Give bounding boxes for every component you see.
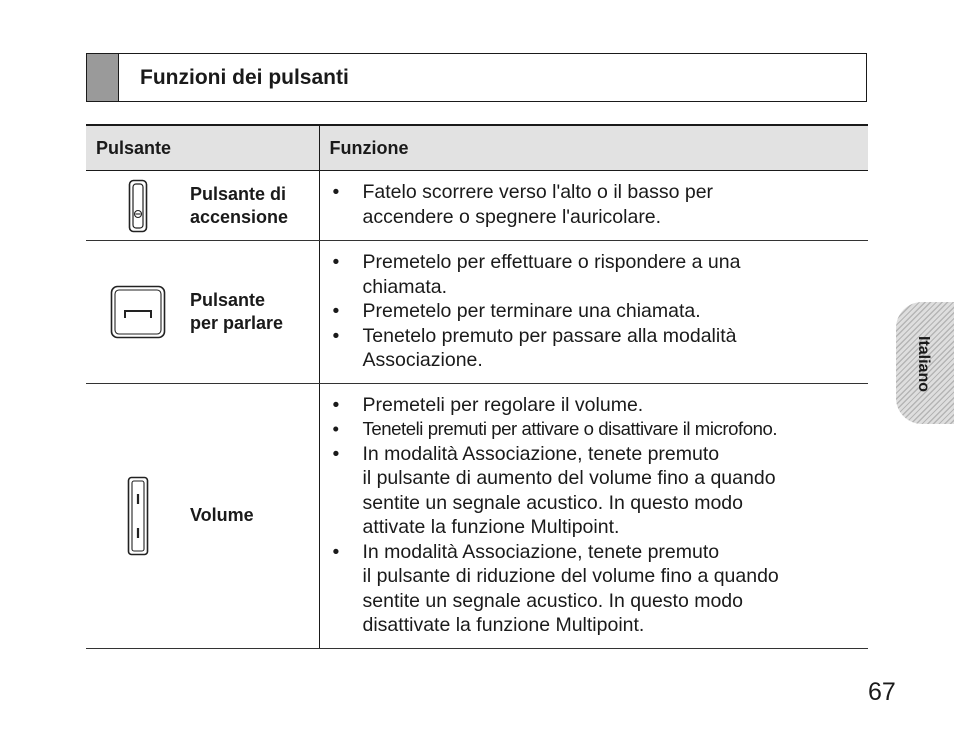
section-title: Funzioni dei pulsanti: [140, 66, 349, 89]
function-cell-talk: [319, 241, 868, 384]
talk-button-icon: [110, 285, 166, 339]
button-cell-power: [86, 171, 319, 241]
language-label: Italiano: [915, 335, 932, 393]
header-function: Funzione: [319, 125, 868, 171]
table-row-volume: [86, 383, 868, 648]
function-list: [320, 171, 869, 239]
button-name-talk: Pulsante per parlare: [190, 289, 284, 333]
page-number: 67: [868, 678, 896, 706]
button-name-volume: Volume: [190, 505, 254, 525]
function-list: [320, 384, 869, 648]
language-side-tab: [896, 302, 954, 424]
section-title-box: [86, 53, 867, 102]
table-header-row: [86, 125, 868, 171]
volume-rocker-icon: [127, 476, 149, 556]
function-cell-power: [319, 171, 868, 241]
function-item: • Premeteli per regolare il volume.: [330, 393, 863, 418]
function-item: • Fatelo scorrere verso l'alto o il basso per accendere o spegnere l'auricolare.: [330, 180, 863, 229]
function-item: • Premetelo per terminare una chiamata.: [330, 299, 863, 324]
title-accent-bar: [87, 54, 119, 101]
button-name-power: Pulsante di accensione: [190, 183, 289, 227]
function-item: • Teneteli premuti per attivare o disattivare il microfono.: [330, 417, 863, 442]
function-cell-volume: [319, 383, 868, 648]
table-row-talk: [86, 241, 868, 384]
function-item: • In modalità Associazione, tenete premuto il pulsante di riduzione del volume fino a quando sentite un segnale acustico. In questo modo disattivate la funzione Multipoint.: [330, 540, 863, 638]
function-item: • In modalità Associazione, tenete premuto il pulsante di aumento del volume fino a quando sentite un segnale acustico. In questo modo attivate la funzione Multipoint.: [330, 442, 863, 540]
button-cell-talk: [86, 241, 319, 384]
function-item: • Premetelo per effettuare o rispondere a una chiamata.: [330, 250, 863, 299]
function-item: • Tenetelo premuto per passare alla modalità Associazione.: [330, 324, 863, 373]
button-cell-volume: [86, 383, 319, 648]
function-list: [320, 241, 869, 383]
header-button: Pulsante: [86, 125, 319, 171]
button-functions-table: [86, 124, 868, 649]
table-row-power: [86, 171, 868, 241]
power-slider-icon: [128, 179, 148, 233]
